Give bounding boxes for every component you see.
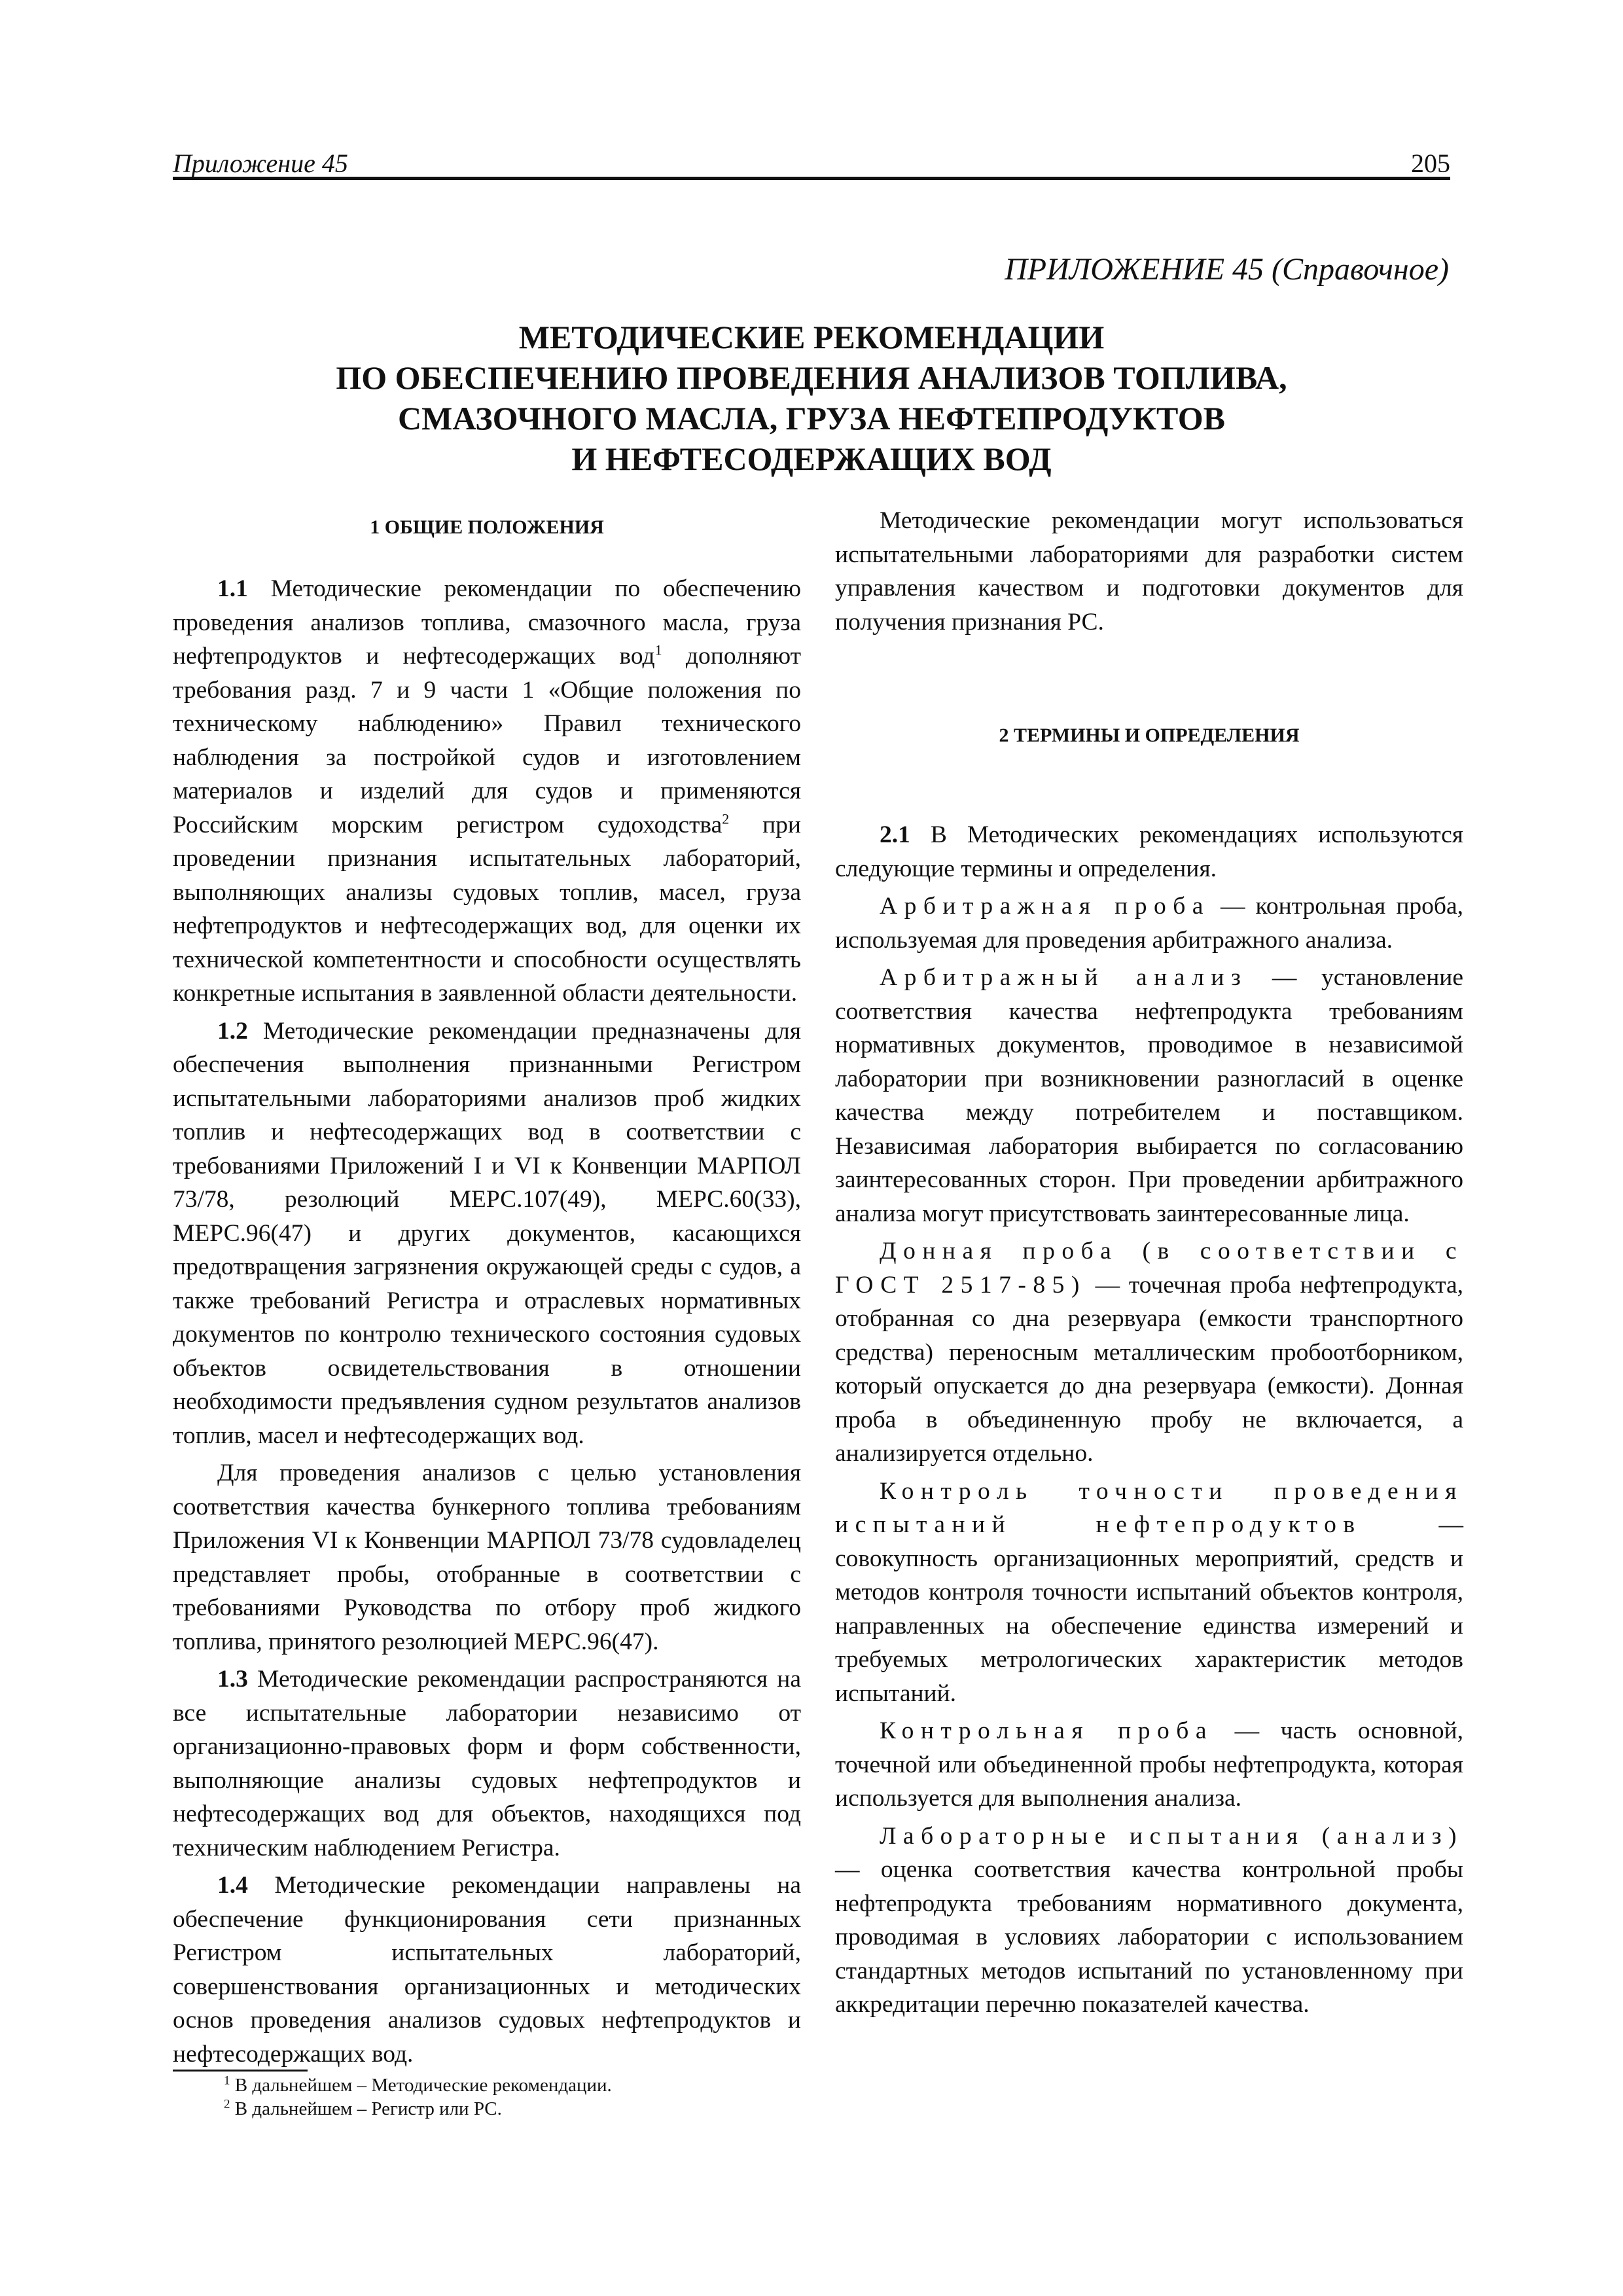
section-heading-terms: 2 ТЕРМИНЫ И ОПРЕДЕЛЕНИЯ [999,725,1300,746]
footnote-text: В дальнейшем – Регистр или РС. [234,2098,502,2119]
paragraph-text: В Методических рекомендациях используются следующие термины и определения. [835,821,1463,882]
paragraph-text: Методические рекомендации направлены на обеспечение функционирования сети признанных Регистром испытательных лабораторий, совершенствования организационных и методических основ проведения анализов судовых нефтепродуктов и нефтесодержащих вод. [173,1872,801,2068]
term: Донная проба (в соответствии с ГОСТ 2517-85) [835,1238,1463,1299]
paragraph-1-1 [173,572,801,1011]
title-line: И НЕФТЕСОДЕРЖАЩИХ ВОД [571,440,1052,477]
document-title [173,317,1450,479]
footnotes [173,2073,801,2121]
paragraph-1-2 [173,1014,801,1453]
term: Арбитражный анализ [880,964,1248,991]
term-definition [835,961,1463,1230]
paragraph-text: при проведении признания испытательных лабораторий, выполняющих анализы судовых топлив, масел, груза нефтепродуктов и нефтесодержащих вод, для оценки их технической компетентности и способности осуществлять конкретные испытания в заявленной области деятельности. [173,811,801,1007]
paragraph-text: дополняют требования разд. 7 и 9 части 1 «Общие положения по техническому наблюдению» Правил технического наблюдения за постройкой судов и изготовлением материалов и изделий для судов и применяются Российским морским регистром судоходства [173,643,802,838]
term: Лабораторные испытания (анализ) [880,1822,1463,1850]
paragraph-text: Методические рекомендации предназначены для обеспечения выполнения признанными Регистром испытательными лабораториями анализов проб жидких топлив и нефтесодержащих вод в соответствии с требованиями Приложений I и VI к Конвенции МАРПОЛ 73/78, резолюций МЕРС.107(49), МЕРС.60(33), МЕРС.96(47) и других документов, касающихся предотвращения загрязнения окружающей среды с судов, а также требований Регистра и отраслевых нормативных документов по контролю технического состояния судовых объектов освидетельствования в отношении необходимости предъявления судном результатов анализов топлив, масел и нефтесодержащих вод. [173,1017,801,1449]
paragraph-number: 2.1 [880,821,910,848]
running-header [173,148,1450,178]
footnote [173,2073,801,2097]
header-rule [173,177,1450,180]
term: Арбитражная проба [880,893,1210,920]
term-definition [835,889,1463,957]
paragraph-number: 1.1 [217,575,248,602]
title-line: МЕТОДИЧЕСКИЕ РЕКОМЕНДАЦИИ [518,319,1105,355]
footnote [173,2097,801,2121]
term-definition [835,1234,1463,1471]
page-number: 205 [1411,149,1450,178]
term: Контроль точности проведения испытаний нефтепродуктов [835,1477,1463,1538]
term-definition [835,1820,1463,2022]
left-column [173,504,801,2075]
right-column [835,504,1463,2026]
title-line: СМАЗОЧНОГО МАСЛА, ГРУЗА НЕФТЕПРОДУКТОВ [398,400,1225,437]
paragraph-1-4 [173,1869,801,2071]
term-definition [835,1714,1463,1816]
definition: — оценка соответствия качества контрольной пробы нефтепродукта требованиям нормативного документа, проводимая в условиях лаборатории с использованием стандартных методов испытаний по установленному при аккредитации перечню показателей качества. [835,1856,1463,2018]
definition: — часть основной, точечной или объединенной пробы нефтепродукта, которая используется для выполнения анализа. [835,1717,1464,1812]
paragraph-number: 1.3 [217,1666,248,1693]
paragraph-use: Методические рекомендации могут использоваться испытательными лабораториями для разработки систем управления качеством и подготовки документов для получения признания РС. [835,507,1463,636]
footnote-mark: 2 [224,2097,230,2111]
paragraph-bunker: Для проведения анализов с целью установления соответствия качества бункерного топлива требованиям Приложения VI к Конвенции МАРПОЛ 73/78 судовладелец представляет пробы, отобранные в соответствии с требованиями Руководства по отбору проб жидкого топлива, принятого резолюцией МЕРС.96(47). [173,1460,801,1655]
footnote-ref: 1 [654,641,662,658]
paragraph-number: 1.4 [217,1872,248,1899]
footnote-ref: 2 [722,810,730,827]
definition: — установление соответствия качества нефтепродукта требованиям нормативных документов, проводимое в независимой лаборатории при возникновении разногласий в оценке качества между потребителем и поставщиком. Независимая лаборатория выбирается по согласованию заинтересованных сторон. При проведении арбитражного анализа могут присутствовать заинтересованные лица. [835,964,1463,1227]
paragraph-text: Методические рекомендации по обеспечению проведения анализов топлива, смазочного масла, груза нефтепродуктов и нефтесодержащих вод [173,575,801,670]
paragraph-1-3 [173,1662,801,1865]
paragraph-text: Методические рекомендации распространяются на все испытательные лаборатории независимо от организационно-правовых форм и форм собственности, выполняющие анализы судовых нефтепродуктов и нефтесодержащих вод для объектов, находящихся под техническим наблюдением Регистра. [173,1666,801,1861]
definition: — контрольная проба, используемая для проведения арбитражного анализа. [835,893,1463,954]
section-heading-general: 1 ОБЩИЕ ПОЛОЖЕНИЯ [370,516,604,538]
definition: — точечная проба нефтепродукта, отобранная со дна резервуара (емкости транспортного средства) переносным металлическим пробоотборником, который опускается до дна резервуара (емкости). Донная проба в объединенную пробу не включается, а анализируется отдельно. [835,1271,1464,1467]
term: Контрольная проба [880,1717,1213,1744]
header-section-title: Приложение 45 [173,149,348,178]
footnote-rule [173,2070,308,2072]
footnote-text: В дальнейшем – Методические рекомендации. [234,2075,612,2096]
term-definition [835,1475,1463,1711]
paragraph-number: 1.2 [217,1017,248,1045]
title-line: ПО ОБЕСПЕЧЕНИЮ ПРОВЕДЕНИЯ АНАЛИЗОВ ТОПЛИВА, [336,359,1287,396]
paragraph-2-1 [835,818,1463,886]
footnote-mark: 1 [224,2073,230,2088]
appendix-label: ПРИЛОЖЕНИЕ 45 (Справочное) [1005,252,1449,287]
definition: — совокупность организационных мероприятий, средств и методов контроля точности испытаний объектов контроля, направленных на обеспечение единства измерений и требуемых метрологических характеристик методов испытаний. [835,1511,1463,1707]
